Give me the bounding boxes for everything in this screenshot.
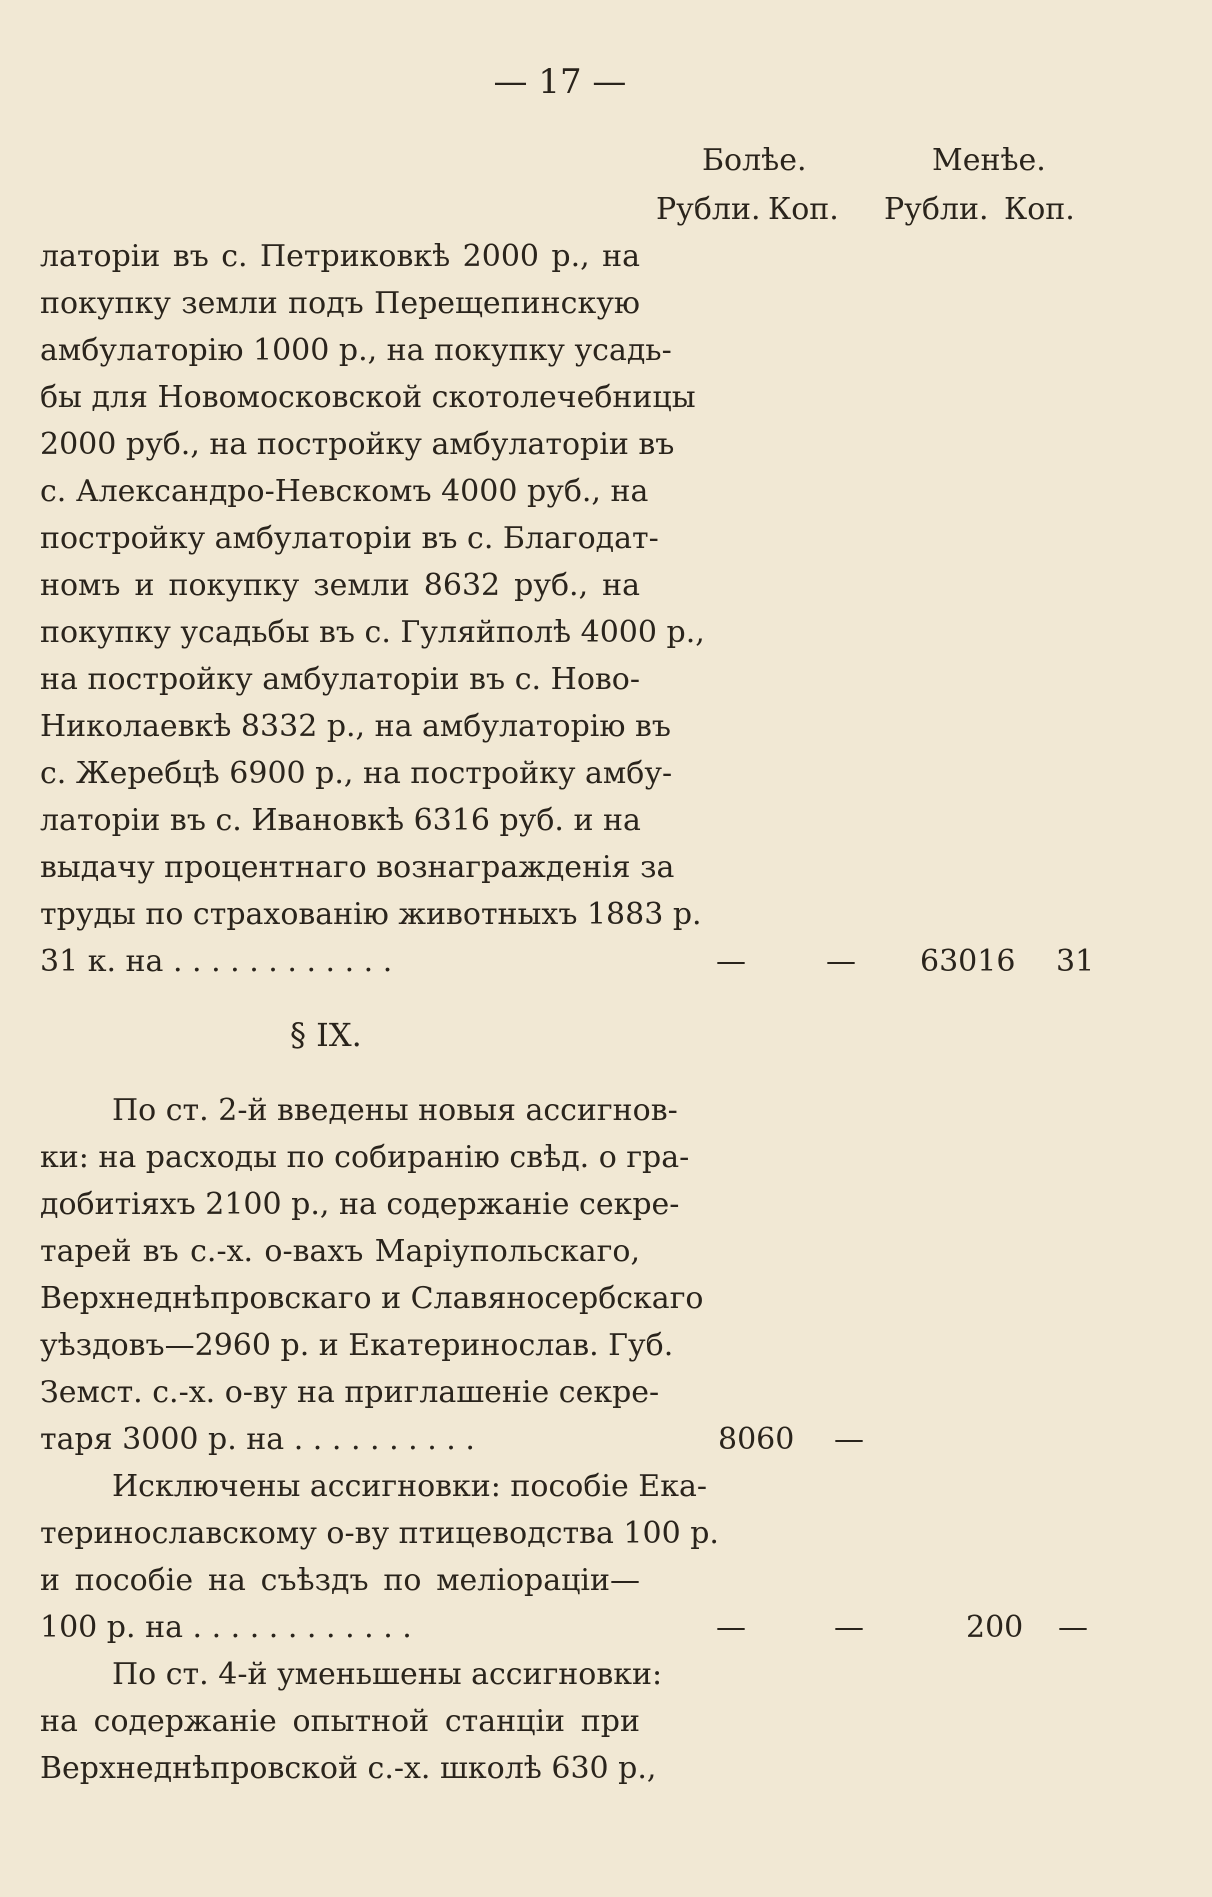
value-less-kopecks: 31 (1056, 944, 1095, 979)
text-line: Исключены ассигновки: пособіе Ека- (112, 1469, 707, 1504)
value-more-kopecks: — (834, 1422, 864, 1457)
text-line: Николаевкѣ 8332 р., на амбулаторію въ (40, 709, 672, 744)
text-line: латоріи въ с. Петриковкѣ 2000 р., на (40, 239, 640, 274)
text-line: номъ и покупку земли 8632 руб., на (40, 568, 640, 603)
text-line: 31 к. на . . . . . . . . . . . . (40, 944, 393, 979)
text-line: уѣздовъ—2960 р. и Екатеринослав. Губ. (40, 1328, 674, 1363)
text-line: амбулаторію 1000 р., на покупку усадь- (40, 333, 672, 368)
value-more-rubles: — (716, 1610, 746, 1645)
text-line: и пособіе на съѣздъ по мелioраціи— (40, 1563, 640, 1598)
text-line: Земст. с.-х. о-ву на приглашеніе секре- (40, 1375, 660, 1410)
column-header-rubles-more: Рубли. (656, 192, 761, 227)
text-line: с. Жеребцѣ 6900 р., на постройку амбу- (40, 756, 673, 791)
text-line: тарей въ с.-х. о-вахъ Маріупольскаго, (40, 1234, 640, 1269)
column-header-less: Менѣе. (932, 143, 1046, 178)
text-line: на содержаніе опытной станціи при (40, 1704, 640, 1739)
column-header-rubles-less: Рубли. (884, 192, 989, 227)
column-header-kopecks-less: Коп. (1004, 192, 1075, 227)
text-line: Верхнеднѣпровскаго и Славяносербскаго (40, 1281, 704, 1316)
text-line: 2000 руб., на постройку амбулаторіи въ (40, 427, 675, 462)
text-line: теринославскому о-ву птицеводства 100 р. (40, 1516, 719, 1551)
text-line: 100 р. на . . . . . . . . . . . . (40, 1610, 412, 1645)
text-line: таря 3000 р. на . . . . . . . . . . (40, 1422, 475, 1457)
text-line: на постройку амбулаторіи въ с. Ново- (40, 662, 640, 697)
value-more-kopecks: — (834, 1610, 864, 1645)
value-less-rubles: 63016 (920, 944, 1016, 979)
text-line: бы для Новомосковской скотолечебницы (40, 380, 696, 415)
value-less-rubles: 200 (966, 1610, 1024, 1645)
text-line: ки: на расходы по собиранію свѣд. о гра- (40, 1140, 690, 1175)
value-more-kopecks: — (826, 944, 856, 979)
column-header-more: Болѣе. (702, 143, 807, 178)
text-line: с. Александро-Невскомъ 4000 руб., на (40, 474, 649, 509)
text-line: постройку амбулаторіи въ с. Благодат- (40, 521, 659, 556)
text-line: По ст. 4-й уменьшены ассигновки: (112, 1657, 663, 1692)
text-line: Верхнеднѣпровской с.-х. школѣ 630 р., (40, 1751, 657, 1786)
text-line: По ст. 2-й введены новыя ассигнов- (112, 1093, 678, 1128)
value-less-kopecks: — (1058, 1610, 1088, 1645)
text-line: латоріи въ с. Ивановкѣ 6316 руб. и на (40, 803, 641, 838)
text-line: покупку земли подъ Перещепинскую (40, 286, 640, 321)
value-more-rubles: — (716, 944, 746, 979)
section-heading: § IX. (290, 1016, 362, 1054)
text-line: выдачу процентнаго вознагражденія за (40, 850, 675, 885)
text-line: покупку усадьбы въ с. Гуляйполѣ 4000 р., (40, 615, 705, 650)
text-line: труды по страхованію животныхъ 1883 р. (40, 897, 702, 932)
value-more-rubles: 8060 (718, 1422, 795, 1457)
column-header-kopecks-more: Коп. (768, 192, 839, 227)
text-line: добитіяхъ 2100 р., на содержаніе секре- (40, 1187, 680, 1222)
page-number: — 17 — (493, 62, 627, 102)
